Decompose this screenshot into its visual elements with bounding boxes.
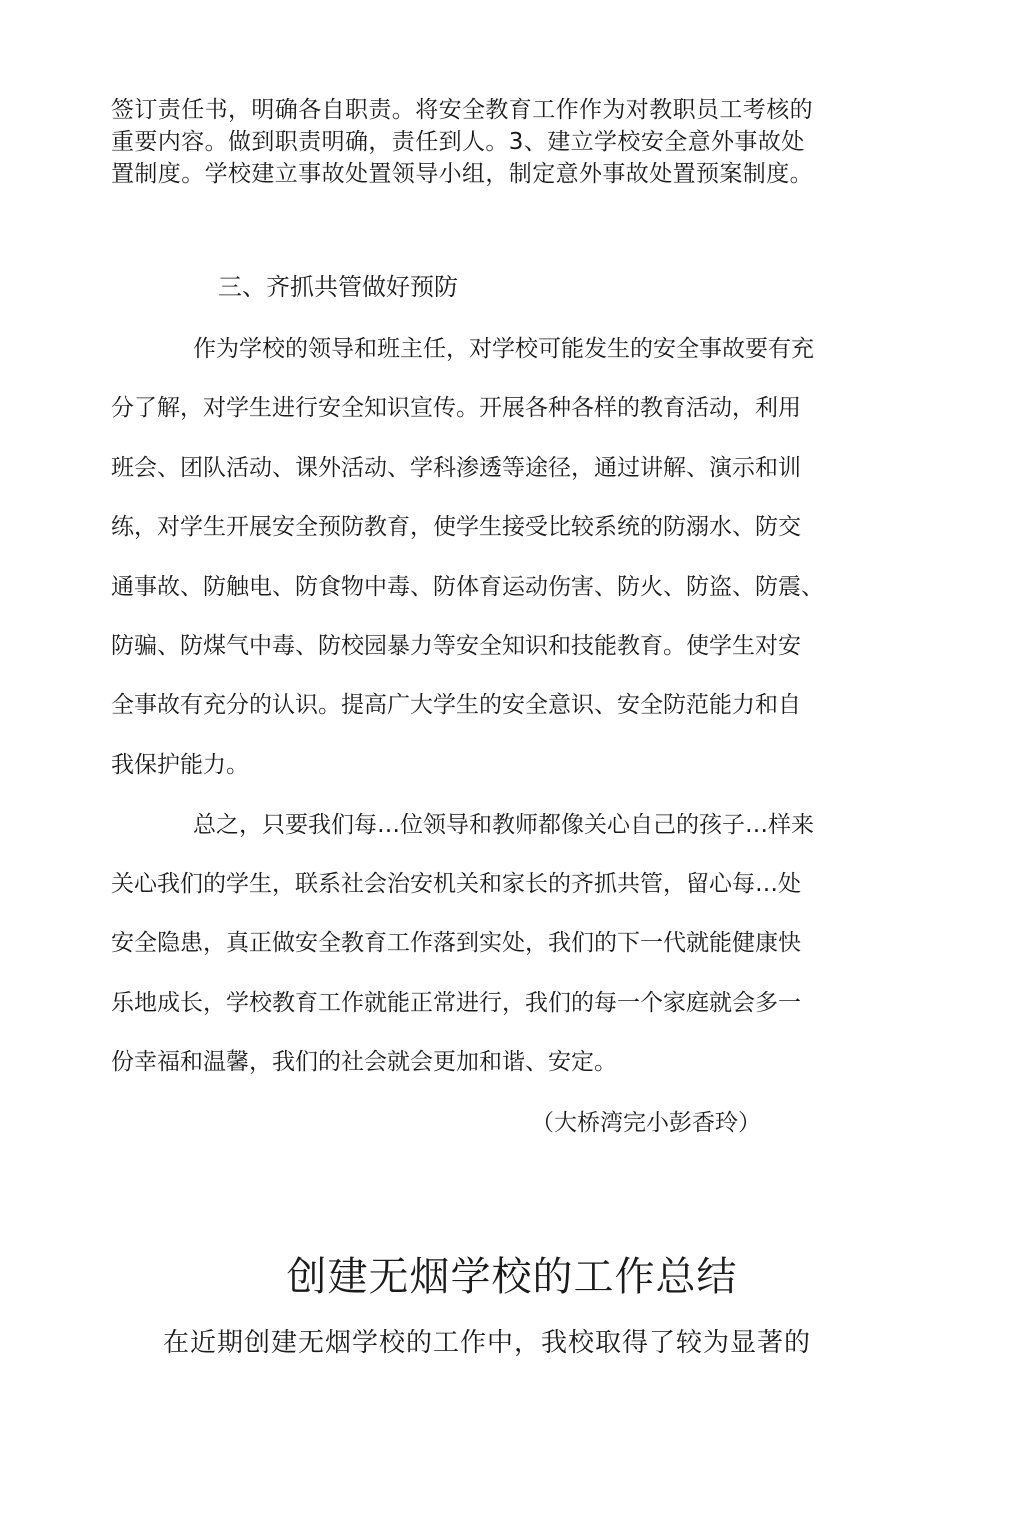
- section-heading: 三、齐抓共管做好预防: [218, 273, 458, 301]
- paragraph-line: 安全隐患，真正做安全教育工作落到实处，我们的下一代就能健康快: [111, 930, 801, 956]
- paragraph-line: 乐地成长，学校教育工作就能正常进行，我们的每一个家庭就会多一: [111, 990, 801, 1016]
- paragraph-line: 总之，只要我们每…位领导和教师都像关心自己的孩子…样来: [193, 812, 814, 838]
- document-title: 创建无烟学校的工作总结: [286, 1254, 738, 1300]
- paragraph-line: 练，对学生开展安全预防教育，使学生接受比较系统的防溺水、防交: [111, 514, 801, 540]
- paragraph-line: 通事故、防触电、防食物中毒、防体育运动伤害、防火、防盗、防震、: [111, 574, 824, 600]
- paragraph-line: 防骗、防煤气中毒、防校园暴力等安全知识和技能教育。使学生对安: [111, 633, 801, 659]
- paragraph-line: 分了解，对学生进行安全知识宣传。开展各种各样的教育活动，利用: [111, 395, 801, 421]
- paragraph-line: 班会、团队活动、课外活动、学科渗透等途径，通过讲解、演示和训: [111, 455, 801, 481]
- paragraph-line: 重要内容。做到职责明确，责任到人。3、建立学校安全意外事故处: [111, 129, 805, 155]
- paragraph-line: 关心我们的学生，联系社会治安机关和家长的齐抓共管，留心每…处: [111, 871, 801, 897]
- author-signature: （大桥湾完小彭香玲）: [531, 1110, 761, 1136]
- paragraph-line: 全事故有充分的认识。提高广大学生的安全意识、安全防范能力和自: [111, 692, 801, 718]
- paragraph-line: 作为学校的领导和班主任，对学校可能发生的安全事故要有充: [193, 336, 814, 362]
- paragraph-line: 置制度。学校建立事故处置领导小组，制定意外事故处置预案制度。: [111, 161, 813, 187]
- paragraph-line: 我保护能力。: [111, 752, 249, 778]
- paragraph-line: 签订责任书，明确各自职责。将安全教育工作作为对教职员工考核的: [111, 97, 813, 123]
- paragraph-line: 份幸福和温馨，我们的社会就会更加和谐、安定。: [111, 1049, 617, 1075]
- paragraph-line: 在近期创建无烟学校的工作中，我校取得了较为显著的: [163, 1328, 812, 1358]
